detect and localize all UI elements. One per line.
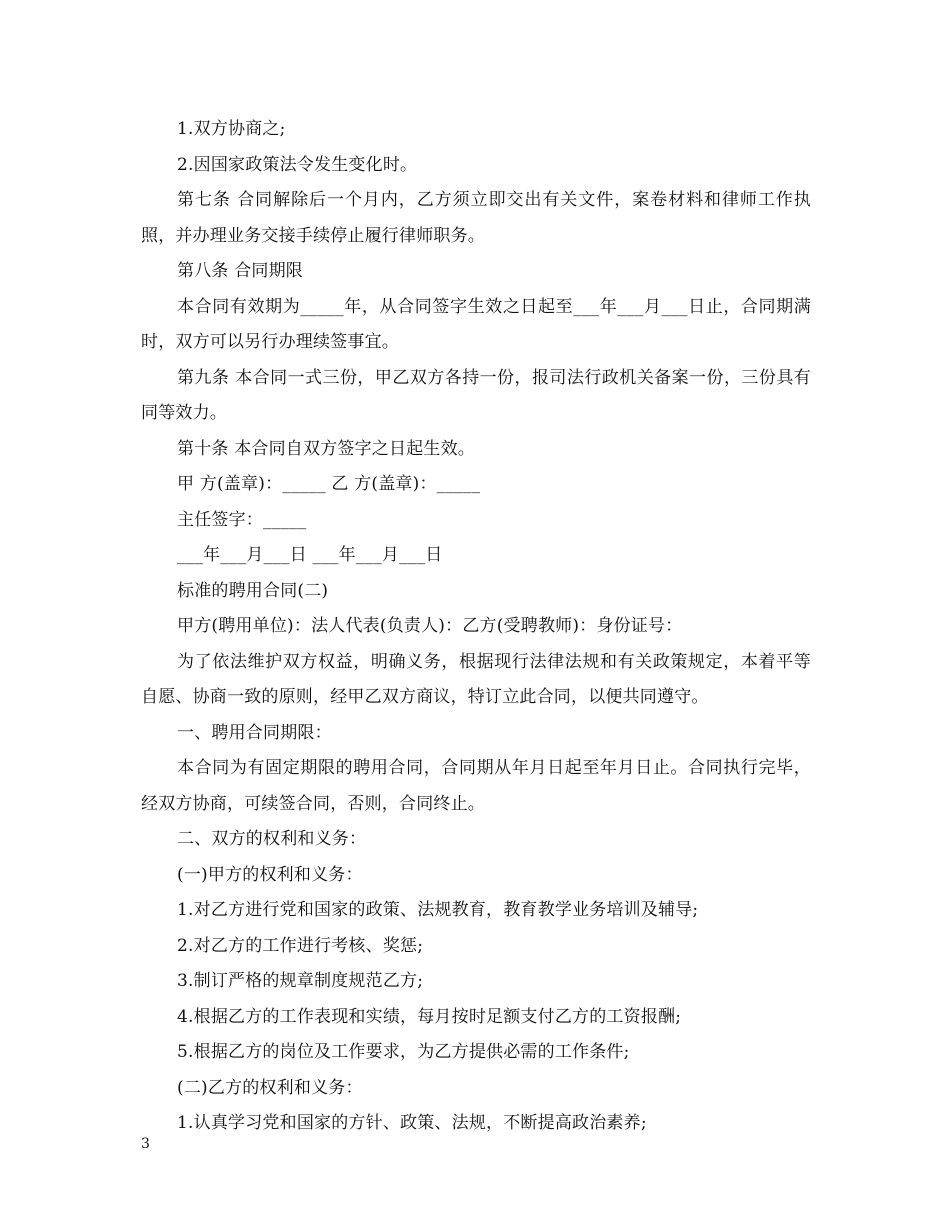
signature-line: 甲 方(盖章)：_____ 乙 方(盖章)：_____ [177,474,481,494]
page-number: 3 [141,1136,150,1152]
section-heading: 一、聘用合同期限： [177,722,332,743]
paragraph: 1.双方协商之; [177,119,286,139]
section-heading: 二、双方的权利和义务： [177,829,367,849]
signature-line: 主任签字：_____ [177,509,307,530]
subsection-heading: (二)乙方的权利和义务： [177,1077,363,1098]
paragraph: 第八条 合同期限 [177,261,304,281]
list-item: 4.根据乙方的工作表现和实绩，每月按时足额支付乙方的工资报酬; [177,1006,682,1027]
section-title: 标准的聘用合同(二) [177,580,329,601]
date-line: ___年___月___日 ___年___月___日 [177,545,443,565]
list-item: 1.认真学习党和国家的方针、政策、法规，不断提高政治素养; [177,1113,647,1133]
paragraph: 为了依法维护双方权益，明确义务，根据现行法律法规和有关政策规定，本着平等自愿、协商一致的原则，经甲乙双方商议，特订立此合同，以便共同遵守。 [141,651,811,707]
paragraph: 第十条 本合同自双方签字之日起生效。 [177,438,476,459]
subsection-heading: (一)甲方的权利和义务： [177,864,363,885]
list-item: 3.制订严格的规章制度规范乙方; [177,971,424,991]
paragraph: 本合同有效期为_____年，从合同签字生效之日起至___年___月___日止，合同期满时，双方可以另行办理续签事宜。 [141,296,811,352]
paragraph: 甲方(聘用单位)：法人代表(负责人)：乙方(受聘教师)：身份证号： [177,616,683,636]
list-item: 5.根据乙方的岗位及工作要求，为乙方提供必需的工作条件; [177,1042,630,1062]
list-item: 2.对乙方的工作进行考核、奖惩; [177,935,424,956]
document-body [141,112,811,1142]
paragraph: 2.因国家政策法令发生变化时。 [177,154,418,175]
paragraph: 第九条 本合同一式三份，甲乙双方各持一份，报司法行政机关备案一份，三份具有同等效力。 [141,367,811,423]
paragraph: 本合同为有固定期限的聘用合同，合同期从年月日起至年月日止。合同执行完毕，经双方协商，可续签合同，否则，合同终止。 [141,758,811,814]
list-item: 1.对乙方进行党和国家的政策、法规教育，教育教学业务培训及辅导; [177,900,699,920]
paragraph: 第七条 合同解除后一个月内，乙方须立即交出有关文件，案卷材料和律师工作执照，并办理业务交接手续停止履行律师职务。 [141,190,811,246]
